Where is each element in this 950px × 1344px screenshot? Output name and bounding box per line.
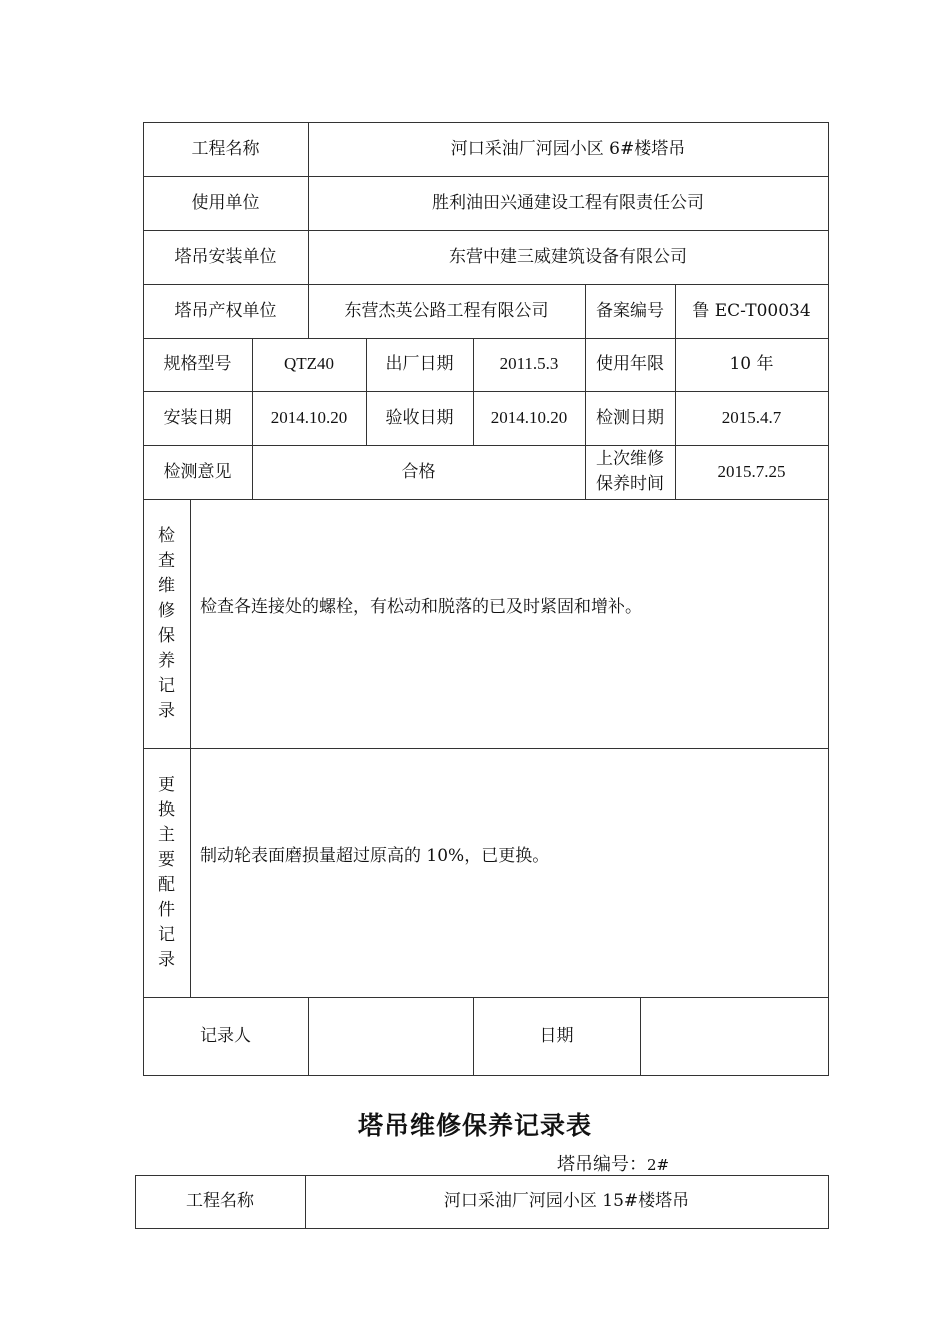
inspection-date-value: 2015.4.7 bbox=[721, 407, 782, 427]
label-char: 录 bbox=[158, 949, 175, 970]
last-maintenance-value: 2015.7.25 bbox=[717, 461, 786, 481]
label-char: 要 bbox=[158, 849, 175, 870]
acceptance-date-value: 2014.10.20 bbox=[490, 407, 568, 427]
project-name-label: 工程名称 bbox=[191, 138, 260, 159]
label-char: 检 bbox=[158, 525, 175, 546]
label-char: 主 bbox=[158, 824, 175, 845]
factory-date-label: 出厂日期 bbox=[385, 354, 454, 375]
user-unit-value: 胜利油田兴通建设工程有限责任公司 bbox=[432, 192, 704, 213]
owner-unit-label: 塔吊产权单位 bbox=[174, 300, 277, 321]
install-unit-value: 东营中建三威建筑设备有限公司 bbox=[449, 246, 687, 267]
record-number-value: 鲁 EC-T00034 bbox=[692, 300, 811, 321]
check-maintenance-label bbox=[143, 499, 190, 748]
date-label: 日期 bbox=[539, 1025, 574, 1046]
factory-date-value: 2011.5.3 bbox=[499, 354, 559, 374]
label-char: 查 bbox=[158, 550, 175, 571]
inspection-opinion-value: 合格 bbox=[401, 461, 436, 482]
replacement-parts-text: 制动轮表面磨损量超过原高的 10%，已更换。 bbox=[200, 846, 550, 867]
label-char: 换 bbox=[158, 799, 175, 820]
label-char: 配 bbox=[158, 874, 175, 895]
label-char: 修 bbox=[158, 600, 175, 621]
label-char: 更 bbox=[158, 774, 175, 795]
label-char: 记 bbox=[158, 924, 175, 945]
service-life-value: 10 年 bbox=[729, 354, 774, 375]
form-title: 塔吊维修保养记录表 bbox=[357, 1111, 592, 1140]
project-name-value: 河口采油厂河园小区 6#楼塔吊 bbox=[450, 138, 686, 159]
install-date-label: 安装日期 bbox=[163, 407, 232, 428]
label-char: 件 bbox=[158, 899, 175, 920]
service-life-label: 使用年限 bbox=[596, 354, 664, 375]
label-char: 保 bbox=[158, 625, 175, 646]
crane-number bbox=[557, 1150, 669, 1176]
project-name-label-2: 工程名称 bbox=[186, 1191, 254, 1212]
model-label: 规格型号 bbox=[163, 354, 232, 375]
model-value: QTZ40 bbox=[283, 354, 335, 374]
crane-number-label: 塔吊编号： bbox=[557, 1154, 647, 1175]
acceptance-date-label: 验收日期 bbox=[385, 407, 454, 428]
last-maintenance-label: 上次维修保养时间 bbox=[596, 449, 664, 494]
label-char: 录 bbox=[158, 700, 175, 721]
project-name-value-2: 河口采油厂河园小区 15#楼塔吊 bbox=[443, 1191, 690, 1212]
replacement-parts-label bbox=[143, 748, 190, 997]
crane-number-value: 2# bbox=[647, 1156, 670, 1174]
check-maintenance-text: 检查各连接处的螺栓，有松动和脱落的已及时紧固和增补。 bbox=[200, 597, 642, 618]
label-char: 维 bbox=[158, 575, 175, 596]
inspection-opinion-label: 检测意见 bbox=[163, 461, 232, 482]
recorder-label: 记录人 bbox=[200, 1025, 251, 1046]
owner-unit-value: 东营杰英公路工程有限公司 bbox=[344, 300, 549, 321]
install-unit-label: 塔吊安装单位 bbox=[174, 246, 277, 267]
install-date-value: 2014.10.20 bbox=[270, 407, 348, 427]
recorder-value bbox=[308, 997, 473, 1075]
inspection-date-label: 检测日期 bbox=[596, 407, 664, 428]
record-number-label: 备案编号 bbox=[596, 300, 664, 321]
label-char: 养 bbox=[158, 650, 175, 671]
date-value bbox=[640, 997, 828, 1075]
user-unit-label: 使用单位 bbox=[191, 192, 260, 213]
label-char: 记 bbox=[158, 675, 175, 696]
